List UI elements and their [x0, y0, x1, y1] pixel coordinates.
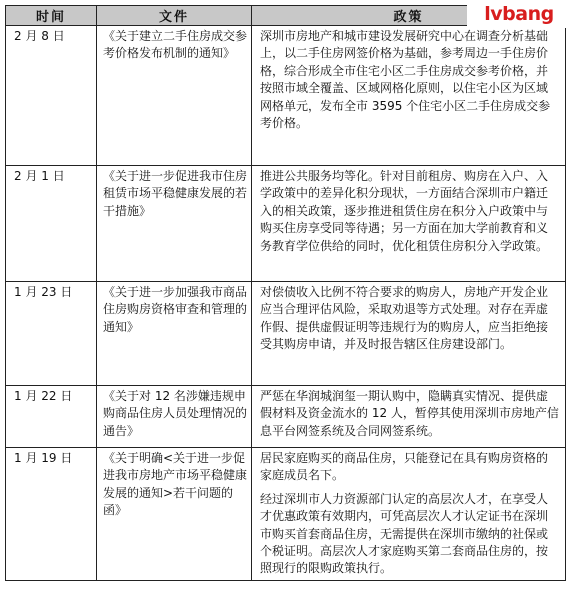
row-policy	[252, 26, 566, 166]
row-document: 《关于明确<关于进一步促进我市房地产市场平稳健康发展的通知>若干问题的函》	[97, 448, 252, 581]
table-row	[6, 26, 566, 166]
policy-table	[5, 5, 566, 581]
brand-logo: lvbang	[467, 0, 571, 28]
row-document: 《关于对 12 名涉嫌违规申购商品住房人员处理情况的通告》	[97, 386, 252, 448]
table-row	[6, 166, 566, 282]
policy-paragraph: 经过深圳市人力资源部门认定的高层次人才，在享受人才优惠政策有效期内，可凭高层次人才认定证书在深圳市购买首套商品住房，无需提供在深圳市缴纳的社保或个税证明。高层次人才家庭购买第二套商品住房的，按照现行的限购政策执行。	[260, 491, 549, 576]
row-date: 1 月 23 日	[6, 282, 97, 386]
row-document: 《关于进一步加强我市商品住房购房资格审查和管理的通知》	[97, 282, 252, 386]
policy-paragraph: 对偿债收入比例不符合要求的购房人，房地产开发企业应当合理评估风险，采取劝退等方式处理。对存在弄虚作假、提供虚假证明等违规行为的购房人，应当拒绝接受其购房申请，并及时报告辖区住房建设部门。	[260, 285, 549, 352]
row-policy	[252, 282, 566, 386]
row-date: 1 月 19 日	[6, 448, 97, 581]
table-row	[6, 448, 566, 581]
policy-paragraph: 严惩在华润城润玺一期认购中，隐瞒真实情况、提供虚假材料及资金流水的 12 人，暂停其使用深圳市房地产信息平台网签系统及合同网签系统。	[260, 389, 559, 438]
policy-paragraph: 深圳市房地产和城市建设发展研究中心在调查分析基础上，以二手住房网签价格为基础，参考周边一手住房价格，综合形成全市住宅小区二手住房成交参考价格，并按照市域全覆盖、区域网格化原则，以住宅小区为区域网格单元，发布全市 3595 个住宅小区二手住房成交参考价格。	[260, 29, 551, 131]
table-row	[6, 282, 566, 386]
policy-paragraph: 居民家庭购买的商品住房，只能登记在具有购房资格的家庭成员名下。	[260, 451, 549, 483]
row-document: 《关于建立二手住房成交参考价格发布机制的通知》	[97, 26, 252, 166]
row-policy	[252, 166, 566, 282]
header-doc: 文件	[97, 6, 252, 26]
row-date: 1 月 22 日	[6, 386, 97, 448]
header-date: 时间	[6, 6, 97, 26]
row-document: 《关于进一步促进我市住房租赁市场平稳健康发展的若干措施》	[97, 166, 252, 282]
policy-paragraph: 推进公共服务均等化。针对目前租房、购房在入户、入学政策中的差异化积分现状，一方面结合深圳市户籍迁入的相关政策，逐步推进租赁住房在积分入户政策中与购买住房享受同等待遇；另一方面在加大学前教育和义务教育学位供给的同时，优化租赁住房积分入学政策。	[260, 169, 549, 253]
row-policy	[252, 386, 566, 448]
policy-table-container	[5, 5, 565, 581]
table-row	[6, 386, 566, 448]
header-policy: 政策	[252, 6, 566, 26]
row-policy	[252, 448, 566, 581]
row-date: 2 月 8 日	[6, 26, 97, 166]
row-date: 2 月 1 日	[6, 166, 97, 282]
